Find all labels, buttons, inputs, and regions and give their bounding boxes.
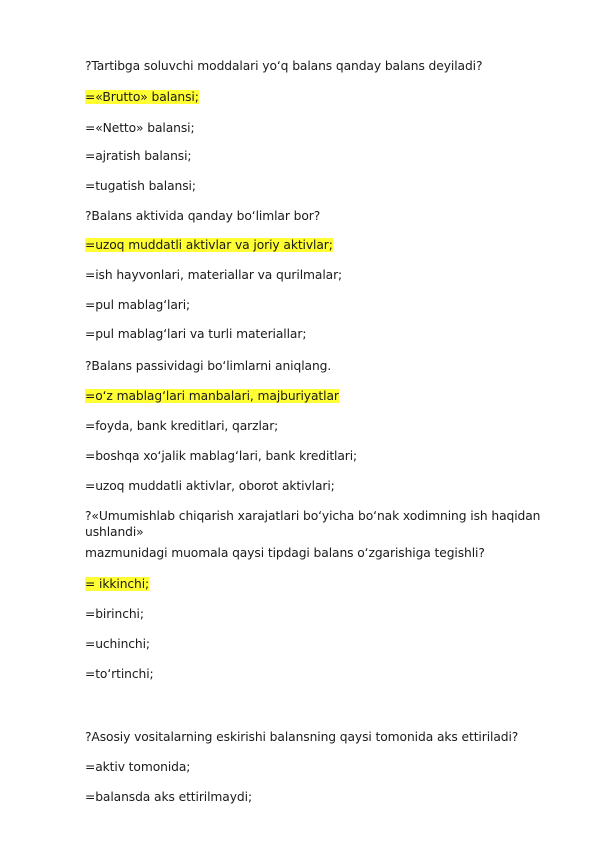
answer-line [85, 120, 195, 136]
highlighted-answer-text: = ikkinchi; [85, 577, 150, 591]
answer-4-correct-line [85, 576, 149, 592]
question-text: ?Tartibga soluvchi moddalari yo‘q balans qanday balans deyiladi? [85, 59, 483, 73]
question-text: mazmunidagi muomala qaysi tipdagi balans o‘zgarishiga tegishli? [85, 546, 485, 560]
answer-line [85, 789, 252, 805]
answer-line [85, 448, 357, 464]
answer-line [85, 148, 191, 164]
answer-text: =uzoq muddatli aktivlar, oborot aktivlari; [85, 479, 335, 493]
answer-line [85, 418, 278, 434]
answer-text: =balansda aks ettirilmaydi; [85, 790, 252, 804]
answer-line [85, 267, 342, 283]
answer-line [85, 606, 144, 622]
answer-line [85, 759, 190, 775]
answer-text: =uchinchi; [85, 637, 150, 651]
answer-text: =pul mablag‘lari va turli materiallar; [85, 327, 307, 341]
answer-text: =to‘rtinchi; [85, 667, 154, 681]
answer-line [85, 297, 190, 313]
answer-line [85, 326, 306, 342]
question-text: ?Balans aktivida qanday bo‘limlar bor? [85, 209, 321, 223]
question-3-line [85, 358, 331, 374]
answer-text: =ish hayvonlari, materiallar va qurilmalar; [85, 268, 343, 282]
answer-text: =boshqa xo‘jalik mablag‘lari, bank kreditlari; [85, 449, 358, 463]
question-text: ?Balans passividagi bo‘limlarni aniqlang. [85, 359, 332, 373]
question-1-line [85, 58, 482, 74]
answer-text: =pul mablag‘lari; [85, 298, 191, 312]
question-text: ?«Umumishlab chiqarish xarajatlari bo‘yicha bo‘nak xodimning ish haqidan ushlandi» [85, 509, 541, 539]
answer-text: =aktiv tomonida; [85, 760, 191, 774]
question-5-line [85, 729, 518, 745]
question-4-line [85, 508, 555, 540]
answer-line [85, 666, 154, 682]
answer-text: =«Netto» balansi; [85, 121, 195, 135]
highlighted-answer-text: =o‘z mablag‘lari manbalari, majburiyatlar [85, 389, 339, 403]
answer-2-correct-line [85, 237, 333, 253]
answer-text: =ajratish balansi; [85, 149, 192, 163]
answer-line [85, 478, 335, 494]
highlighted-answer-text: =«Brutto» balansi; [85, 90, 199, 104]
answer-line [85, 636, 150, 652]
answer-3-correct-line [85, 388, 339, 404]
answer-1-correct-line [85, 89, 199, 105]
answer-text: =foyda, bank kreditlari, qarzlar; [85, 419, 279, 433]
question-2-line [85, 208, 320, 224]
answer-text: =tugatish balansi; [85, 179, 196, 193]
answer-text: =birinchi; [85, 607, 144, 621]
question-4-continuation-line [85, 545, 485, 561]
answer-line [85, 178, 196, 194]
question-text: ?Asosiy vositalarning eskirishi balansning qaysi tomonida aks ettiriladi? [85, 730, 519, 744]
highlighted-answer-text: =uzoq muddatli aktivlar va joriy aktivlar; [85, 238, 333, 252]
